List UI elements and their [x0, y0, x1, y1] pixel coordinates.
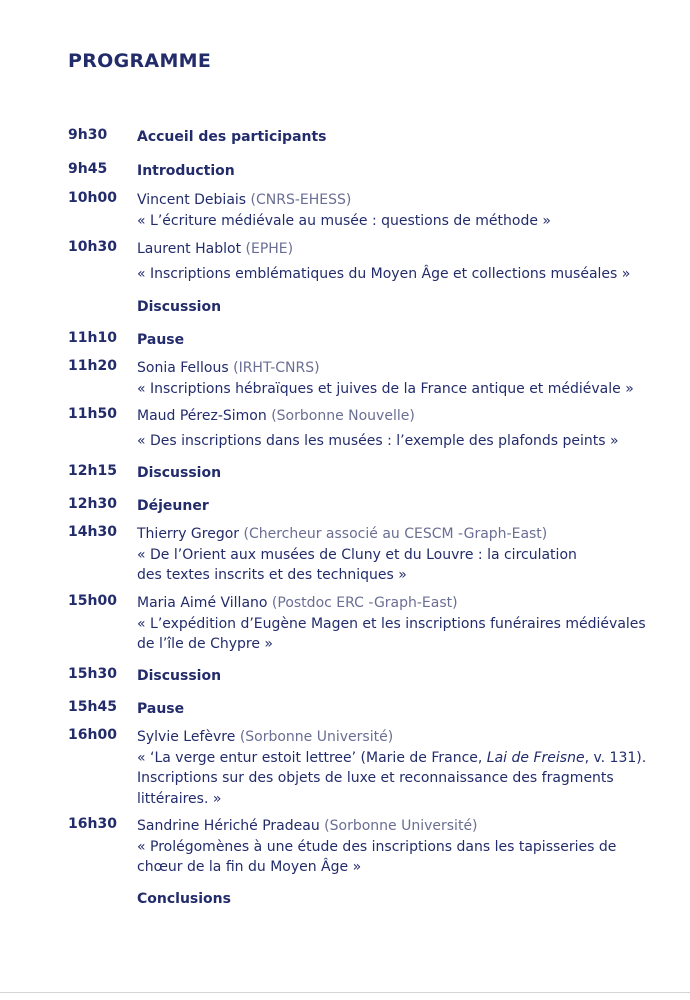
speaker-name: Sonia Fellous	[137, 360, 229, 376]
entry-time: 15h30	[68, 666, 117, 682]
entry-time: 14h30	[68, 524, 117, 540]
entry-content	[137, 593, 657, 655]
talk-title-line: Inscriptions sur des objets de luxe et reconnaissance des fragments	[137, 770, 614, 786]
talk-title: « L’écriture médiévale au musée : questions de méthode »	[137, 212, 551, 229]
entry-label: Accueil des participants	[137, 129, 327, 145]
talk-title-line: de l’île de Chypre »	[137, 636, 273, 652]
entry-time: 12h15	[68, 463, 117, 479]
talk-title-line	[137, 748, 657, 769]
talk-title: « Inscriptions hébraïques et juives de la France antique et médiévale »	[137, 380, 634, 397]
entry-content	[137, 358, 657, 399]
entry-time: 12h30	[68, 496, 117, 512]
talk-title-line: « Prolégomènes à une étude des inscriptions dans les tapisseries de	[137, 838, 617, 855]
speaker-name: Sandrine Hériché Pradeau	[137, 818, 320, 834]
entry-time: 9h30	[68, 127, 108, 143]
speaker-affiliation: (Sorbonne Nouvelle)	[271, 408, 415, 424]
page-title: PROGRAMME	[68, 50, 212, 72]
work-title: Lai de Freisne	[486, 749, 585, 766]
entry-content	[137, 190, 657, 231]
speaker-affiliation: (Sorbonne Université)	[324, 818, 478, 834]
entry-time: 11h20	[68, 358, 117, 374]
page-bottom-divider	[0, 992, 690, 993]
entry-time: 15h45	[68, 699, 117, 715]
entry-content	[137, 727, 657, 809]
speaker-name: Laurent Hablot	[137, 241, 242, 257]
speaker-name: Vincent Debiais	[137, 192, 247, 208]
entry-time: 10h00	[68, 190, 117, 206]
entry-label: Discussion	[137, 668, 222, 684]
talk-title-line: « L’expédition d’Eugène Magen et les inscriptions funéraires médiévales	[137, 615, 646, 632]
talk-title: « Des inscriptions dans les musées : l’exemple des plafonds peints »	[137, 432, 619, 449]
entry-time: 10h30	[68, 239, 117, 255]
talk-title-part: , v. 131).	[584, 749, 647, 766]
entry-label: Déjeuner	[137, 498, 209, 514]
speaker-affiliation: (CNRS-EHESS)	[250, 192, 352, 208]
speaker-affiliation: (Sorbonne Université)	[239, 729, 394, 745]
entry-content	[137, 239, 657, 284]
entry-time: 16h00	[68, 727, 117, 743]
speaker-affiliation: (Chercheur associé au CESCM -Graph-East)	[243, 526, 548, 542]
entry-content	[137, 406, 657, 451]
speaker-affiliation: (IRHT-CNRS)	[233, 360, 320, 376]
entry-content	[137, 524, 657, 586]
talk-title-line: des textes inscrits et des techniques »	[137, 567, 407, 583]
speaker-affiliation: (Postdoc ERC -Graph-East)	[271, 595, 458, 611]
entry-time: 16h30	[68, 816, 117, 832]
entry-label: Introduction	[137, 163, 235, 179]
entry-label: Discussion	[137, 465, 222, 481]
speaker-affiliation: (EPHE)	[245, 241, 294, 257]
talk-title-line: chœur de la fin du Moyen Âge »	[137, 859, 362, 875]
entry-label: Pause	[137, 332, 185, 348]
speaker-name: Sylvie Lefèvre	[137, 729, 236, 745]
entry-time: 15h00	[68, 593, 117, 609]
entry-label: Discussion	[137, 299, 222, 315]
talk-title-line: littéraires. »	[137, 790, 222, 807]
speaker-name: Maria Aimé Villano	[137, 595, 268, 611]
talk-title-part: « ‘La verge entur estoit lettree’ (Marie de France,	[137, 749, 487, 766]
entry-time: 9h45	[68, 161, 108, 177]
entry-content	[137, 816, 657, 878]
entry-label: Pause	[137, 701, 185, 717]
talk-title-line: « De l’Orient aux musées de Cluny et du Louvre : la circulation	[137, 546, 577, 563]
entry-label: Conclusions	[137, 891, 231, 907]
entry-time: 11h50	[68, 406, 117, 422]
speaker-name: Maud Pérez-Simon	[137, 408, 267, 424]
speaker-name: Thierry Gregor	[137, 526, 240, 542]
entry-time: 11h10	[68, 330, 117, 346]
talk-title: « Inscriptions emblématiques du Moyen Âge et collections muséales »	[137, 265, 631, 282]
